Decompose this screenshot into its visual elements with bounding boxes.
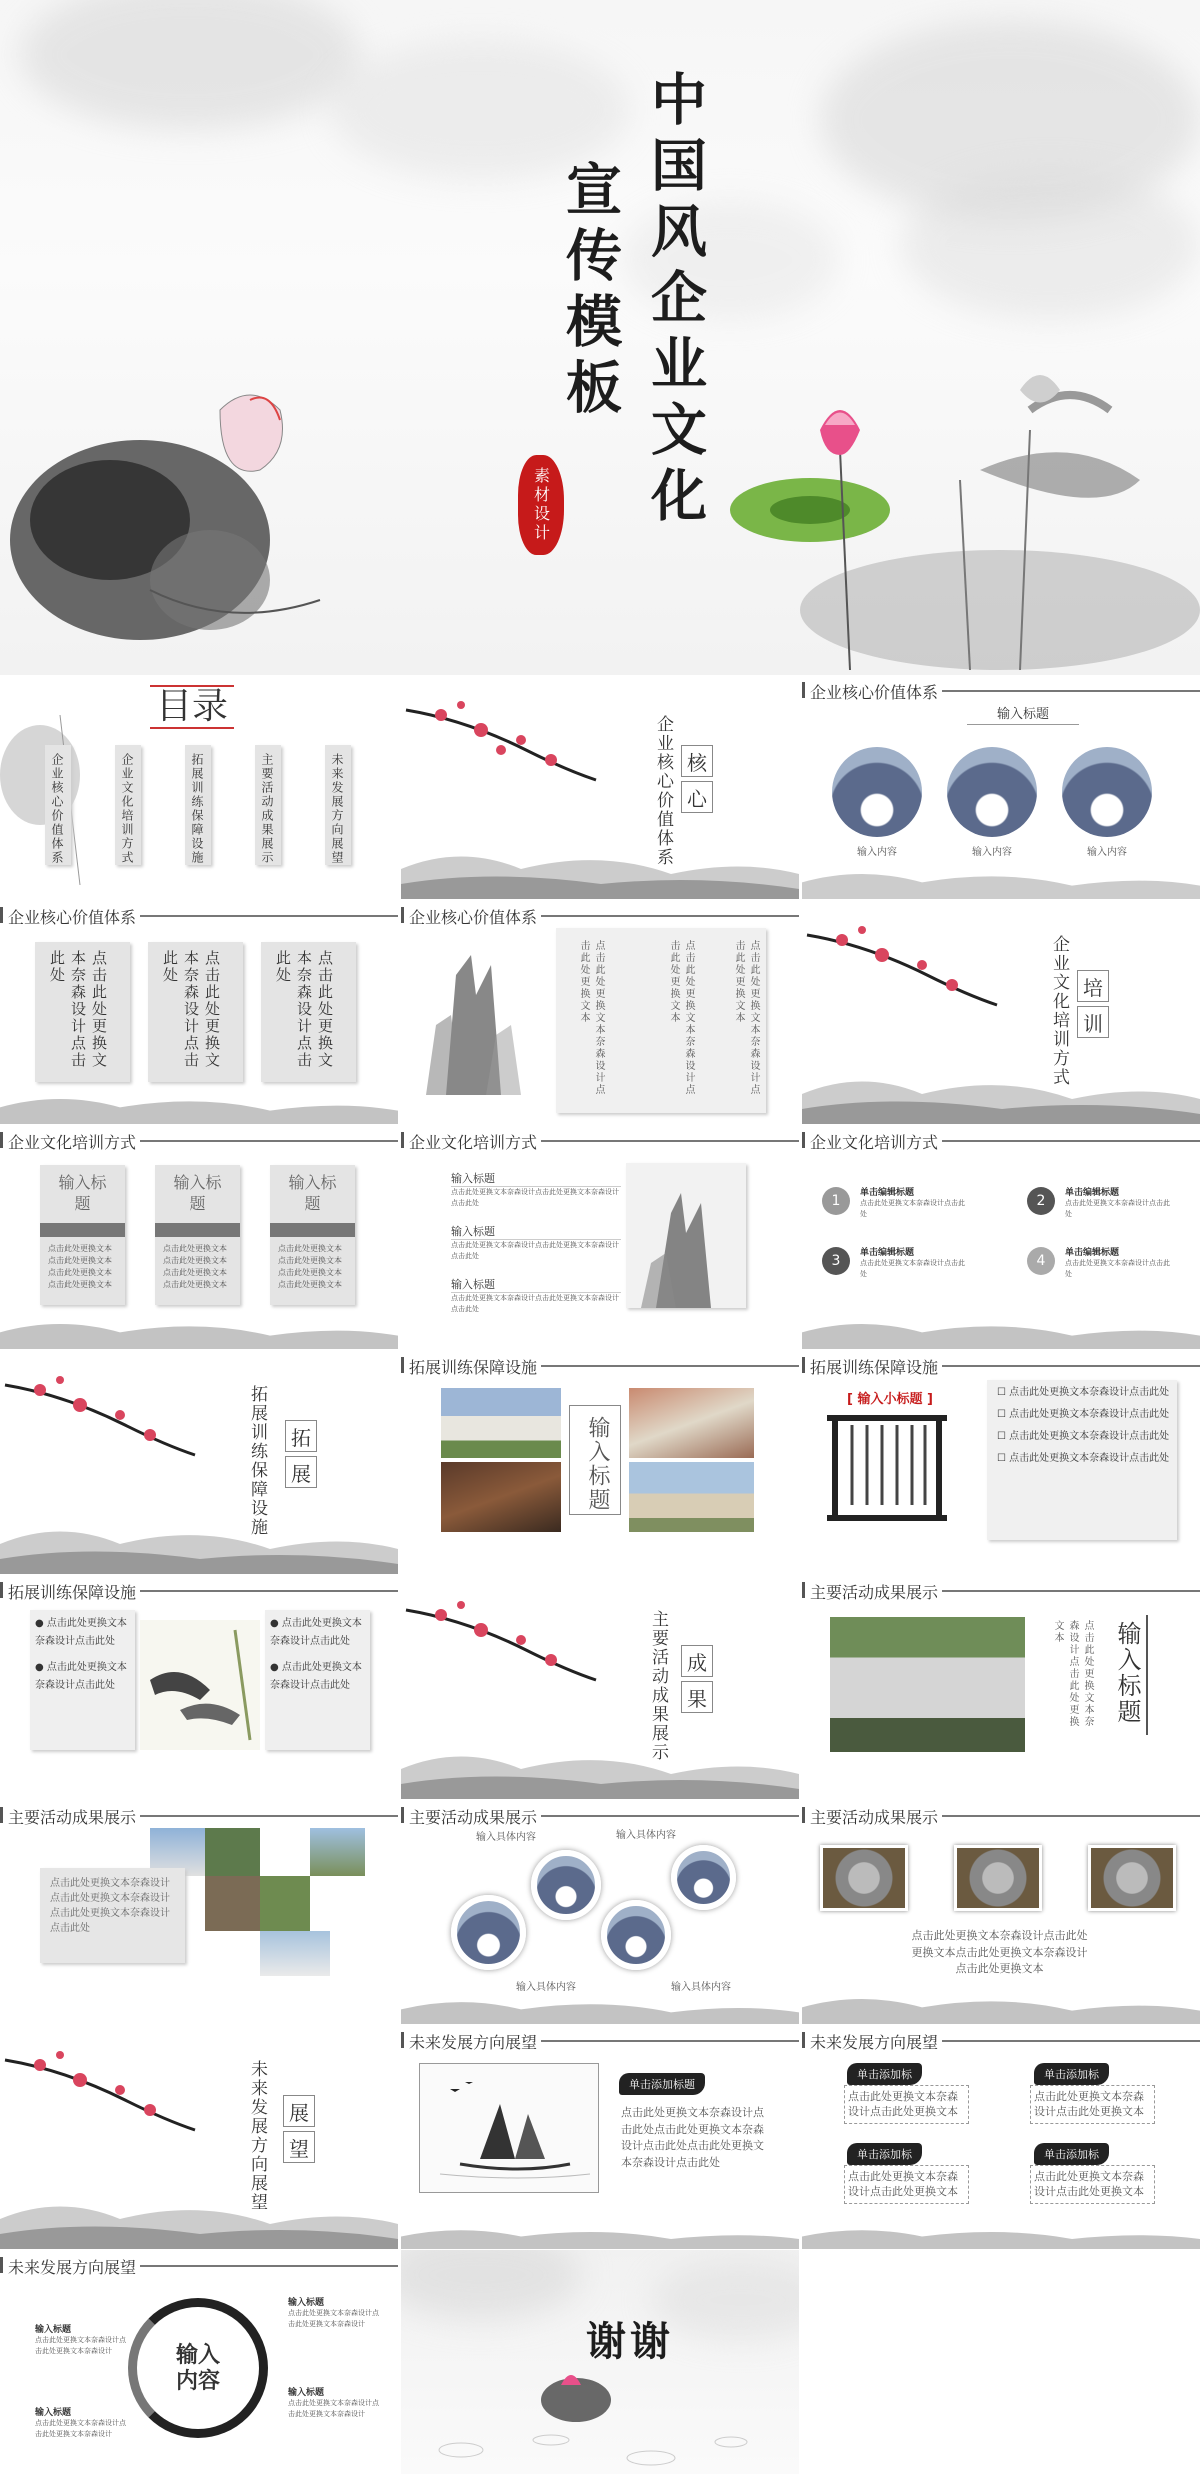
ink-mountains [0, 1514, 398, 1574]
number-item-body: 点击此处更换文本奈森设计点击此处 [860, 1199, 965, 1218]
number-item-title: 单击编辑标题 [1065, 1248, 1120, 1258]
slide-value-circles [802, 675, 1200, 899]
bullet-text: 点击此处更换文本奈森设计点击此处 [1009, 1409, 1170, 1420]
slide-train-list [401, 1125, 799, 1349]
thanks-text: 谢谢 [586, 2318, 674, 2365]
facility-photo-4 [629, 1462, 754, 1532]
slide-facility-rack [802, 1350, 1200, 1574]
mosaic-photo-6 [260, 1931, 330, 1976]
ring-item-title: 输入标题 [288, 2388, 325, 2398]
ring-item-3 [35, 2405, 130, 2439]
list-item-2 [451, 1223, 621, 1261]
slide-header [0, 1805, 398, 1825]
bullet-item: ● 点击此处更换文本奈森设计点击此处 [35, 1618, 127, 1647]
grid-tag-2[interactable]: 单击添加标 [1034, 2063, 1109, 2085]
bullet-text: 点击此处更换文本奈森设计点击此处 [1009, 1387, 1170, 1398]
grid-box-2: 点击此处更换文本奈森设计点击此处更换文本 [1030, 2085, 1155, 2124]
ink-mountains [0, 1309, 398, 1349]
section-box-char-2: 展 [285, 1456, 317, 1488]
mosaic-photo-2 [205, 1828, 260, 1876]
slide-header [0, 905, 398, 925]
section-box-char-1: 培 [1077, 970, 1109, 1002]
circle-label-2: 输入内容 [972, 847, 1012, 858]
slide-header [401, 905, 799, 925]
bullet-item: ☐ 点击此处更换文本奈森设计点击此处 [997, 1409, 1170, 1420]
bullet-text: 点击此处更换文本奈森设计点击此处 [1009, 1453, 1170, 1464]
boat-painting-frame [419, 2063, 599, 2193]
list-item-body: 点击此处更换文本奈森设计点击此处更换文本奈森设计点击此处 [451, 1294, 619, 1313]
slide-header-text: 企业核心价值体系 [8, 908, 137, 927]
grid-tag-1[interactable]: 单击添加标 [847, 2063, 922, 2085]
train-card-body: 点击此处更换文本点击此处更换文本点击此处更换文本点击此处更换文本 [163, 1244, 227, 1289]
slide-header-text: 企业核心价值体系 [409, 908, 538, 927]
mosaic-photo-4 [205, 1876, 260, 1931]
ink-painting-card [626, 1163, 746, 1308]
bullet-item: ● 点击此处更换文本奈森设计点击此处 [270, 1618, 362, 1647]
hero-title-line1: 中国风企业文化 [642, 70, 708, 532]
plum-blossom-branch [0, 1365, 200, 1465]
ring-center-line1: 输入 [175, 2341, 220, 2368]
hands-illustration [140, 1620, 260, 1750]
ink-mountains [802, 859, 1200, 899]
bullet-item: ☐ 点击此处更换文本奈森设计点击此处 [997, 1453, 1170, 1464]
ring-item-4 [288, 2385, 383, 2419]
slide-header-text: 拓展训练保障设施 [8, 1583, 137, 1602]
number-item-title: 单击编辑标题 [860, 1188, 915, 1198]
bullet-list-right [270, 1615, 365, 1695]
circle-label-1: 输入内容 [857, 847, 897, 858]
train-card-1[interactable] [40, 1165, 125, 1305]
center-title: 输入标题 [585, 1416, 610, 1512]
slide-value-text [401, 900, 799, 1124]
slide-train-numbers [802, 1125, 1200, 1349]
red-seal: 素材设计 [518, 455, 564, 555]
grid-box-4: 点击此处更换文本奈森设计点击此处更换文本 [1030, 2165, 1155, 2204]
mosaic-text: 点击此处更换文本奈森设计点击此处更换文本奈森设计点击此处更换文本奈森设计点击此处 [50, 1878, 170, 1934]
toc-title: 目录 [150, 685, 234, 729]
number-badge-3: 3 [822, 1247, 850, 1275]
bullet-text: 点击此处更换文本奈森设计点击此处 [35, 1662, 127, 1691]
toc-item-label: 企业文化培训方式 [120, 753, 134, 865]
list-item-body: 点击此处更换文本奈森设计点击此处更换文本奈森设计点击此处 [451, 1188, 619, 1207]
section-box-char-2: 心 [681, 781, 713, 813]
plum-blossom-branch [0, 2040, 200, 2140]
toc-item-4[interactable] [255, 745, 281, 865]
section-title: 未来发展方向展望 [247, 2060, 267, 2212]
slide-facility-photos [401, 1350, 799, 1574]
ring-item-title: 输入标题 [35, 2325, 72, 2335]
lotus-decoration [531, 2365, 621, 2425]
train-card-title: 输入标题 [288, 1173, 337, 1213]
ink-mountains [401, 2219, 799, 2249]
value-card-text: 点击此处更换文本奈森设计点击此处 [161, 950, 221, 1069]
grid-tag-3[interactable]: 单击添加标 [847, 2143, 922, 2165]
ink-mountains [0, 2189, 398, 2249]
section-box-char-1: 展 [283, 2095, 315, 2127]
mosaic-photo-3 [310, 1828, 365, 1876]
slide-header [802, 680, 1200, 700]
boat-body-text: 点击此处更换文本奈森设计点击此处点击此处更换文本奈森设计点击此处点击此处更换文本奈森设计点击此处 [621, 2106, 764, 2169]
slide-header-text: 未来发展方向展望 [409, 2033, 538, 2052]
slide-header [802, 1130, 1200, 1150]
slide-header-text: 未来发展方向展望 [8, 2258, 137, 2277]
text-column-3: 点击此处更换文本奈森设计点击此处更换文本 [578, 940, 604, 1096]
hero-title-line2: 宣传模板 [557, 160, 623, 424]
ring-center-line2: 内容 [175, 2368, 220, 2394]
bubble-photo-1 [531, 1850, 601, 1920]
list-item-3 [451, 1276, 621, 1314]
bullet-text: 点击此处更换文本奈森设计点击此处 [35, 1618, 127, 1647]
cover-slide [0, 0, 1200, 675]
number-badge-4: 4 [1027, 1247, 1055, 1275]
result-title: 输入标题 [1113, 1621, 1141, 1725]
slide-future-boat [401, 2025, 799, 2249]
bullet-item: ● 点击此处更换文本奈森设计点击此处 [35, 1662, 127, 1691]
number-badge-1: 1 [822, 1187, 850, 1215]
lotus-right [700, 350, 1200, 675]
slide-header-text: 主要活动成果展示 [409, 1808, 538, 1827]
bullet-list-left [35, 1615, 130, 1695]
section-box-char-2: 训 [1077, 1006, 1109, 1038]
bullet-list [997, 1385, 1172, 1467]
section-box-char-2: 果 [681, 1681, 713, 1713]
slide-facility-bullets [0, 1575, 398, 1799]
koala-photo-2 [954, 1845, 1042, 1911]
value-card-2[interactable] [148, 942, 243, 1082]
ring-item-2 [288, 2295, 383, 2329]
slide-header [401, 2030, 799, 2050]
slide-header [802, 1355, 1200, 1375]
bubble-label-3: 输入具体内容 [516, 1982, 576, 1993]
toc-item-5[interactable] [325, 745, 351, 865]
ink-mountains [0, 1084, 398, 1124]
slide-header-text: 企业文化培训方式 [409, 1133, 538, 1152]
slide-toc [0, 675, 398, 899]
slide-section-3 [0, 1350, 398, 1574]
section-box-char-1: 拓 [285, 1420, 317, 1452]
slide-header-text: 主要活动成果展示 [8, 1808, 137, 1827]
koala-photo-1 [820, 1845, 908, 1911]
weapon-rack-illustration [822, 1405, 952, 1525]
slide-result-photo [802, 1575, 1200, 1799]
result-body: 点击此处更换文本奈森设计点击此处更换文本 [1052, 1620, 1093, 1728]
team-photo [830, 1617, 1025, 1752]
slide-header [401, 1130, 799, 1150]
train-card-bar [40, 1223, 125, 1237]
number-item-title: 单击编辑标题 [860, 1248, 915, 1258]
section-title: 主要活动成果展示 [648, 1610, 668, 1762]
circle-label-3: 输入内容 [1087, 847, 1127, 858]
toc-item-2[interactable] [115, 745, 141, 865]
slide-value-cards [0, 900, 398, 1124]
slide-header-text: 企业文化培训方式 [8, 1133, 137, 1152]
slide-header [0, 2255, 398, 2275]
ring-item-body: 点击此处更换文本奈森设计点击此处更换文本奈森设计 [35, 2336, 126, 2355]
slide-header-text: 企业文化培训方式 [810, 1133, 939, 1152]
slide-header [0, 1130, 398, 1150]
photo-circle-3 [1062, 747, 1152, 837]
slide-result-bubbles [401, 1800, 799, 2024]
value-card-3[interactable] [261, 942, 356, 1082]
ink-mountains [802, 1309, 1200, 1349]
slide-header [802, 1580, 1200, 1600]
bullet-item: ☐ 点击此处更换文本奈森设计点击此处 [997, 1431, 1170, 1442]
text-column-1: 点击此处更换文本奈森设计点击此处更换文本 [733, 940, 759, 1096]
train-card-title: 输入标题 [58, 1173, 107, 1213]
bubble-photo-2 [671, 1845, 736, 1910]
plum-blossom-branch [401, 680, 601, 790]
ink-landscape [416, 935, 526, 1095]
value-card-1[interactable] [35, 942, 130, 1082]
slide-section-1 [401, 675, 799, 899]
section-box-char-2: 望 [283, 2131, 315, 2163]
grid-box-1: 点击此处更换文本奈森设计点击此处更换文本 [844, 2085, 969, 2124]
sailboat-illustration [420, 2064, 600, 2194]
slide-header-text: 未来发展方向展望 [810, 2033, 939, 2052]
ink-lotus-left [0, 370, 360, 670]
bullet-item: ● 点击此处更换文本奈森设计点击此处 [270, 1662, 362, 1691]
slide-header [401, 1355, 799, 1375]
slide-section-5 [0, 2025, 398, 2249]
photo-circle-1 [832, 747, 922, 837]
toc-item-label: 企业核心价值体系 [50, 753, 64, 865]
section-box-char-1: 核 [681, 745, 713, 777]
facility-photo-3 [629, 1388, 754, 1458]
bullet-text: 点击此处更换文本奈森设计点击此处 [270, 1618, 362, 1647]
mosaic-text-card [40, 1868, 185, 1963]
ring-item-body: 点击此处更换文本奈森设计点击此处更换文本奈森设计 [288, 2399, 379, 2418]
facility-photo-1 [441, 1388, 561, 1458]
ripple-pattern [401, 2420, 799, 2474]
value-card-text: 点击此处更换文本奈森设计点击此处 [48, 950, 108, 1069]
bubble-label-1: 输入具体内容 [476, 1832, 536, 1843]
title-ink-tag[interactable]: 单击添加标题 [619, 2073, 705, 2095]
toc-item-label: 拓展训练保障设施 [190, 753, 204, 865]
subtitle-tag: [ 输入小标题 ] [847, 1392, 933, 1407]
plum-blossom-branch [401, 1590, 601, 1690]
slide-result-mosaic [0, 1800, 398, 2024]
ring-item-title: 输入标题 [35, 2408, 72, 2418]
slide-header-text: 企业核心价值体系 [810, 683, 939, 702]
list-item-title: 输入标题 [451, 1276, 621, 1293]
slide-header [401, 1805, 799, 1825]
bullet-text: 点击此处更换文本奈森设计点击此处 [1009, 1431, 1170, 1442]
train-card-body: 点击此处更换文本点击此处更换文本点击此处更换文本点击此处更换文本 [278, 1244, 342, 1289]
slide-header [0, 1580, 398, 1600]
slide-thanks [401, 2250, 799, 2474]
facility-photo-2 [441, 1462, 561, 1532]
text-column-2: 点击此处更换文本奈森设计点击此处更换文本 [668, 940, 694, 1096]
list-item-body: 点击此处更换文本奈森设计点击此处更换文本奈森设计点击此处 [451, 1241, 619, 1260]
ink-mountains [401, 1739, 799, 1799]
train-card-body: 点击此处更换文本点击此处更换文本点击此处更换文本点击此处更换文本 [48, 1244, 112, 1289]
ink-ring [128, 2298, 268, 2438]
ink-mountains [802, 1064, 1200, 1124]
train-card-bar [270, 1223, 355, 1237]
bullet-text: 点击此处更换文本奈森设计点击此处 [270, 1662, 362, 1691]
center-title-box [569, 1405, 621, 1515]
koala-caption: 点击此处更换文本奈森设计点击此处更换文本点击此处更换文本奈森设计点击此处更换文本 [911, 1929, 1088, 1975]
ring-item-1 [35, 2322, 130, 2356]
train-card-bar [155, 1223, 240, 1237]
bubble-label-4: 输入具体内容 [671, 1982, 731, 1993]
result-title-box [1102, 1615, 1148, 1735]
slide-header [802, 1805, 1200, 1825]
slide-header-text: 主要活动成果展示 [810, 1808, 939, 1827]
grid-box-3: 点击此处更换文本奈森设计点击此处更换文本 [844, 2165, 969, 2204]
ink-mountains [401, 839, 799, 899]
number-item-body: 点击此处更换文本奈森设计点击此处 [1065, 1199, 1170, 1218]
number-item-body: 点击此处更换文本奈森设计点击此处 [1065, 1259, 1170, 1278]
bubble-label-2: 输入具体内容 [616, 1830, 676, 1841]
section-title: 企业核心价值体系 [653, 715, 673, 867]
number-item-body: 点击此处更换文本奈森设计点击此处 [860, 1259, 965, 1278]
slide-header-text: 拓展训练保障设施 [810, 1358, 939, 1377]
bullet-item: ☐ 点击此处更换文本奈森设计点击此处 [997, 1387, 1170, 1398]
slide-header [802, 2030, 1200, 2050]
ink-mountains [802, 1984, 1200, 2024]
list-item-title: 输入标题 [451, 1223, 621, 1240]
ring-item-body: 点击此处更换文本奈森设计点击此处更换文本奈森设计 [288, 2309, 379, 2328]
ring-item-title: 输入标题 [288, 2298, 325, 2308]
section-box-char-1: 成 [681, 1645, 713, 1677]
number-badge-2: 2 [1027, 1187, 1055, 1215]
slide-header-text: 主要活动成果展示 [810, 1583, 939, 1602]
subtitle: 输入标题 [967, 703, 1079, 725]
section-title: 拓展训练保障设施 [247, 1385, 267, 1537]
value-card-text: 点击此处更换文本奈森设计点击此处 [274, 950, 334, 1069]
bubble-photo-4 [601, 1900, 671, 1970]
mosaic-photo-5 [260, 1876, 310, 1931]
train-card-2[interactable] [155, 1165, 240, 1305]
toc-item-1[interactable] [45, 745, 71, 865]
plum-blossom-branch [802, 915, 1002, 1015]
slide-section-4 [401, 1575, 799, 1799]
koala-photo-3 [1088, 1845, 1176, 1911]
section-title: 企业文化培训方式 [1049, 935, 1069, 1087]
slide-future-ring [0, 2250, 398, 2474]
slide-header-text: 拓展训练保障设施 [409, 1358, 538, 1377]
photo-circle-2 [947, 747, 1037, 837]
toc-item-label: 主要活动成果展示 [260, 753, 274, 865]
slide-train-cards [0, 1125, 398, 1349]
list-item-1 [451, 1170, 621, 1208]
bubble-photo-3 [451, 1895, 526, 1970]
list-item-title: 输入标题 [451, 1170, 621, 1187]
ring-item-body: 点击此处更换文本奈森设计点击此处更换文本奈森设计 [35, 2419, 126, 2438]
slide-section-2 [802, 900, 1200, 1124]
ink-landscape [626, 1163, 746, 1308]
subtitle-tag-text: 输入小标题 [857, 1392, 923, 1407]
ink-mountains [802, 2219, 1200, 2249]
ink-mountains [401, 1989, 799, 2024]
train-card-title: 输入标题 [173, 1173, 222, 1213]
grid-tag-4[interactable]: 单击添加标 [1034, 2143, 1109, 2165]
number-item-title: 单击编辑标题 [1065, 1188, 1120, 1198]
train-card-3[interactable] [270, 1165, 355, 1305]
slide-future-grid [802, 2025, 1200, 2249]
toc-item-label: 未来发展方向展望 [330, 753, 344, 865]
toc-item-3[interactable] [185, 745, 211, 865]
slide-result-koala [802, 1800, 1200, 2024]
